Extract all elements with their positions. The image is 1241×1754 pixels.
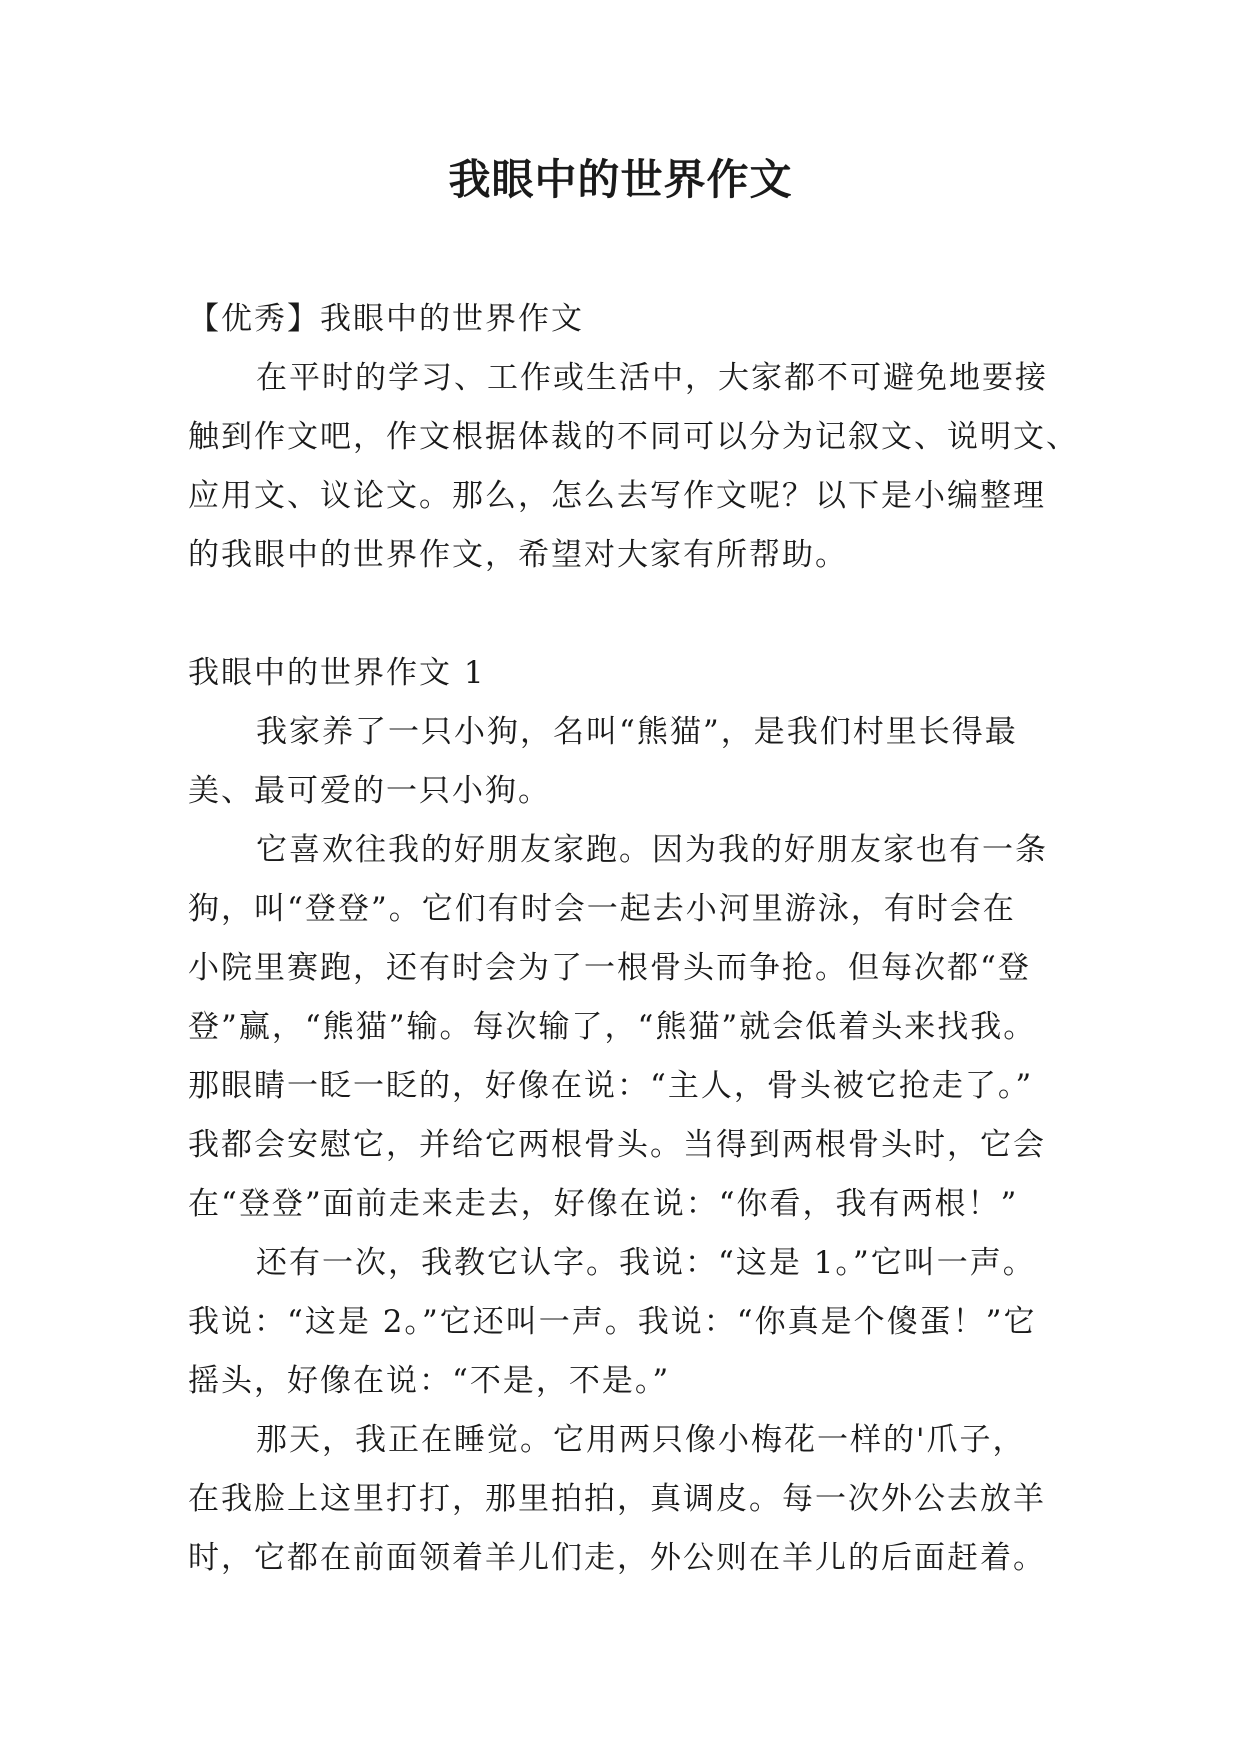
document-title: 我眼中的世界作文 bbox=[448, 155, 793, 204]
paragraph-4 bbox=[188, 1411, 1058, 1588]
paragraph-line: 摇头，好像在说：“不是，不是。” bbox=[188, 1363, 671, 1399]
paragraph-line: 美、最可爱的一只小狗。 bbox=[188, 773, 551, 809]
paragraph-line: 它喜欢往我的好朋友家跑。因为我的好朋友家也有一条 bbox=[256, 832, 1048, 868]
paragraph-line: 还有一次，我教它认字。我说：“这是 1。”它叫一声。 bbox=[256, 1245, 1036, 1281]
intro-paragraph bbox=[188, 349, 1079, 585]
paragraph-line: 时，它都在前面领着羊儿们走，外公则在羊儿的后面赶着。 bbox=[188, 1540, 1046, 1576]
paragraph-line: 我家养了一只小狗，名叫“熊猫”，是我们村里长得最 bbox=[256, 714, 1018, 750]
paragraph-line: 我都会安慰它，并给它两根骨头。当得到两根骨头时，它会 bbox=[188, 1127, 1046, 1163]
section-heading: 我眼中的世界作文 1 bbox=[188, 655, 486, 691]
spacer bbox=[188, 585, 1058, 644]
paragraph-line: 登”赢，“熊猫”输。每次输了，“熊猫”就会低着头来找我。 bbox=[188, 1009, 1037, 1045]
paragraph-2 bbox=[188, 821, 1058, 1234]
intro-line: 的我眼中的世界作文，希望对大家有所帮助。 bbox=[188, 537, 848, 573]
paragraph-line: 在我脸上这里打打，那里拍拍，真调皮。每一次外公去放羊 bbox=[188, 1481, 1046, 1517]
paragraph-3 bbox=[188, 1234, 1058, 1411]
paragraph-line: 在“登登”面前走来走去，好像在说：“你看，我有两根！” bbox=[188, 1186, 1019, 1222]
intro-line: 在平时的学习、工作或生活中，大家都不可避免地要接 bbox=[256, 360, 1048, 396]
paragraph-1 bbox=[188, 703, 1058, 821]
paragraph-line: 小院里赛跑，还有时会为了一根骨头而争抢。但每次都“登 bbox=[188, 950, 1031, 986]
paragraph-line: 我说：“这是 2。”它还叫一声。我说：“你真是个傻蛋！”它 bbox=[188, 1304, 1037, 1340]
intro-line: 应用文、议论文。那么，怎么去写作文呢？以下是小编整理 bbox=[188, 478, 1046, 514]
intro-line: 触到作文吧，作文根据体裁的不同可以分为记叙文、说明文、 bbox=[188, 419, 1079, 455]
paragraph-line: 那天，我正在睡觉。它用两只像小梅花一样的'爪子， bbox=[256, 1422, 1026, 1458]
document-body bbox=[188, 290, 1079, 1588]
paragraph-line: 狗，叫“登登”。它们有时会一起去小河里游泳，有时会在 bbox=[188, 891, 1016, 927]
subtitle: 【优秀】我眼中的世界作文 bbox=[188, 301, 584, 337]
paragraph-line: 那眼睛一眨一眨的，好像在说：“主人，骨头被它抢走了。” bbox=[188, 1068, 1034, 1104]
